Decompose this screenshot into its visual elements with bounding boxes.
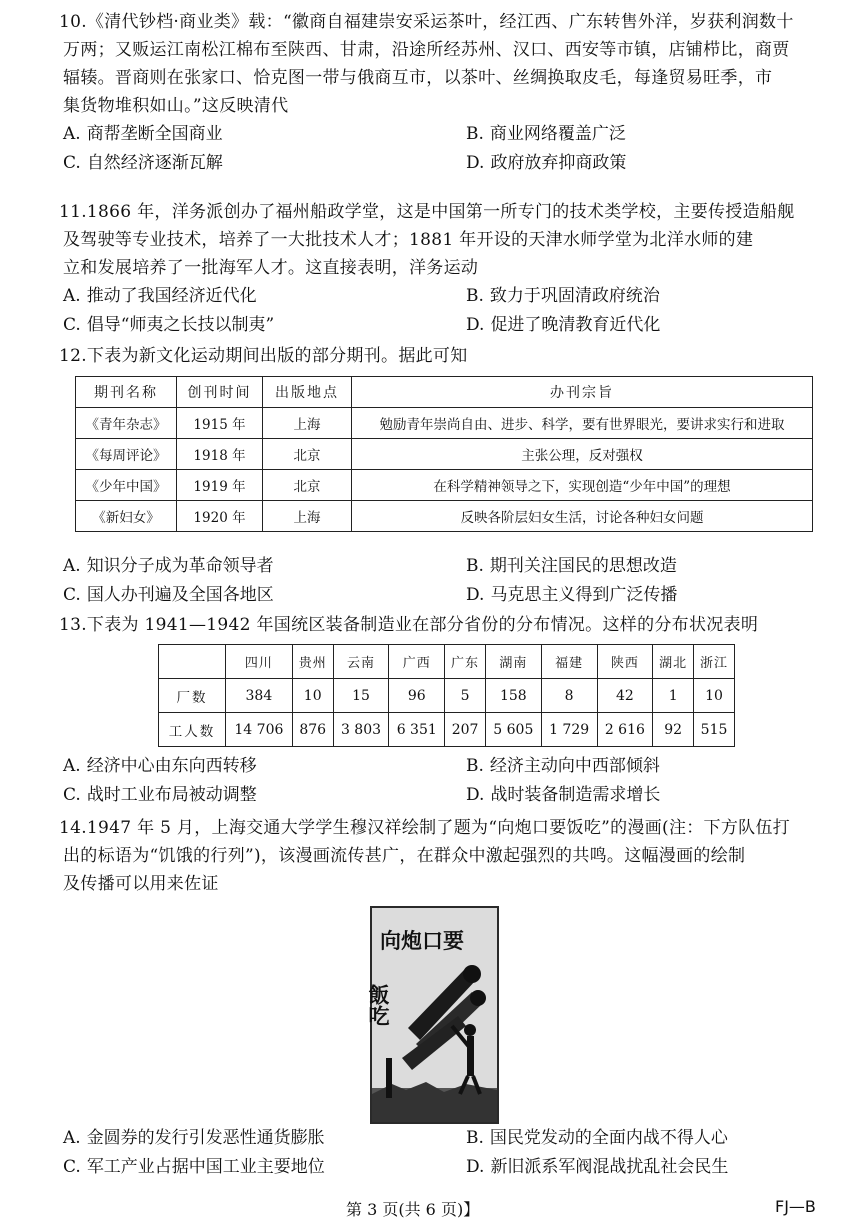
table-cell: 384: [226, 679, 293, 713]
poster-title-line1: 向炮口要: [380, 929, 464, 953]
table-row: [76, 501, 813, 532]
table-cell: 42: [597, 679, 653, 713]
stem-line: 13.下表为 1941—1942 年国统区装备制造业在部分省份的分布情况。这样的分布状况表明: [59, 615, 759, 635]
table-cell: 《青年杂志》: [76, 408, 177, 439]
row-header: 工人数: [159, 713, 226, 747]
table-cell: 1: [653, 679, 694, 713]
exam-code: FJ—B: [775, 1197, 816, 1216]
cartoon-poster-image: [366, 906, 499, 1124]
table-cell: 158: [485, 679, 541, 713]
table-row: [76, 408, 813, 439]
table-cell: 《新妇女》: [76, 501, 177, 532]
option-b[interactable]: B. 商业网络覆盖广泛: [466, 124, 626, 144]
table-corner: [159, 645, 226, 679]
table-cell: 上海: [263, 501, 352, 532]
stem-line: 及驾驶等专业技术，培养了一大批技术人才；1881 年开设的天津水师学堂为北洋水师的建: [63, 230, 754, 250]
stem-line: 万两；又贩运江南松江棉布至陕西、甘肃，沿途所经苏州、汉口、西安等市镇，店铺栉比，商贾: [63, 40, 790, 60]
table-cell: 10: [292, 679, 333, 713]
table-cell: 876: [292, 713, 333, 747]
question-12-options: [63, 552, 823, 610]
table-cell: 92: [653, 713, 694, 747]
question-13-options: [63, 752, 823, 810]
stem-line: 立和发展培养了一批海军人才。这直接表明，洋务运动: [63, 258, 479, 278]
industry-table: [158, 644, 735, 747]
option-a[interactable]: A. 商帮垄断全国商业: [63, 124, 223, 144]
periodicals-table: [75, 376, 813, 532]
table-cell: 6 351: [389, 713, 445, 747]
table-row: [159, 679, 735, 713]
table-cell: 8: [541, 679, 597, 713]
table-cell: 《少年中国》: [76, 470, 177, 501]
table-header: 四川: [226, 645, 293, 679]
table-cell: 1918 年: [177, 439, 263, 470]
table-cell: 北京: [263, 470, 352, 501]
table-cell: 515: [694, 713, 735, 747]
option-c[interactable]: C. 倡导“师夷之长技以制夷”: [63, 315, 275, 335]
question-10-stem: [59, 8, 823, 120]
table-row: [76, 439, 813, 470]
option-b[interactable]: B. 经济主动向中西部倾斜: [466, 756, 660, 776]
option-c[interactable]: C. 自然经济逐渐瓦解: [63, 153, 223, 173]
table-header: 湖北: [653, 645, 694, 679]
table-cell: 2 616: [597, 713, 653, 747]
table-header: 福建: [541, 645, 597, 679]
table-header: 贵州: [292, 645, 333, 679]
option-d[interactable]: D. 新旧派系军阀混战扰乱社会民生: [466, 1157, 729, 1177]
option-a[interactable]: A. 金圆券的发行引发恶性通货膨胀: [63, 1128, 325, 1148]
question-13-options-wrap: [63, 752, 823, 810]
table-header: 陕西: [597, 645, 653, 679]
table-header: 广西: [389, 645, 445, 679]
table-header-row: [76, 377, 813, 408]
table-cell: 《每周评论》: [76, 439, 177, 470]
stem-line: 14.1947 年 5 月，上海交通大学学生穆汉祥绘制了题为“向炮口要饭吃”的漫画(注：下方队伍打: [59, 818, 791, 838]
question-14: [59, 814, 823, 898]
stem-line: 出的标语为“饥饿的行列”)，该漫画流传甚广，在群众中激起强烈的共鸣。这幅漫画的绘制: [63, 846, 746, 866]
table-cell: 北京: [263, 439, 352, 470]
table-header: 云南: [333, 645, 389, 679]
question-12-stem: [59, 342, 823, 370]
table-cell: 在科学精神领导之下，实现创造“少年中国”的理想: [352, 470, 813, 501]
table-cell: 上海: [263, 408, 352, 439]
table-header-row: [159, 645, 735, 679]
question-13-stem: [59, 611, 823, 639]
table-header: 出版地点: [263, 377, 352, 408]
table-cell: 1919 年: [177, 470, 263, 501]
option-d[interactable]: D. 政府放弃抑商政策: [466, 153, 627, 173]
option-a[interactable]: A. 经济中心由东向西转移: [63, 756, 257, 776]
option-a[interactable]: A. 推动了我国经济近代化: [63, 286, 257, 306]
question-14-stem: [59, 814, 823, 898]
table-header: 办刊宗旨: [352, 377, 813, 408]
table-header: 湖南: [485, 645, 541, 679]
question-11-stem: [59, 198, 823, 282]
poster-title-line2: 飯吃: [366, 984, 390, 1026]
stem-line: 集货物堆积如山。”这反映清代: [63, 96, 289, 116]
row-header: 厂数: [159, 679, 226, 713]
table-cell: 1920 年: [177, 501, 263, 532]
question-10: [59, 8, 823, 178]
question-11: [59, 198, 823, 340]
table-row: [76, 470, 813, 501]
table-row: [159, 713, 735, 747]
option-c[interactable]: C. 战时工业布局被动调整: [63, 785, 257, 805]
option-c[interactable]: C. 国人办刊遍及全国各地区: [63, 585, 274, 605]
table-header: 期刊名称: [76, 377, 177, 408]
option-b[interactable]: B. 致力于巩固清政府统治: [466, 286, 660, 306]
option-c[interactable]: C. 军工产业占据中国工业主要地位: [63, 1157, 325, 1177]
question-11-options: [63, 282, 823, 340]
page-number: 第 3 页(共 6 页)】: [346, 1200, 480, 1219]
table-header: 浙江: [694, 645, 735, 679]
stem-line: 及传播可以用来佐证: [63, 874, 219, 894]
option-b[interactable]: B. 国民党发动的全面内战不得人心: [466, 1128, 728, 1148]
question-12: [59, 342, 823, 370]
table-cell: 1915 年: [177, 408, 263, 439]
table-cell: 主张公理，反对强权: [352, 439, 813, 470]
question-14-options-wrap: [63, 1124, 823, 1182]
table-header: 广东: [445, 645, 486, 679]
question-14-options: [63, 1124, 823, 1182]
table-header: 创刊时间: [177, 377, 263, 408]
table-cell: 5: [445, 679, 486, 713]
stem-line: 辐辏。晋商则在张家口、恰克图一带与俄商互市，以茶叶、丝绸换取皮毛，每逢贸易旺季，市: [63, 68, 773, 88]
table-cell: 207: [445, 713, 486, 747]
cartoon-illustration: [366, 908, 497, 1122]
table-cell: 3 803: [333, 713, 389, 747]
option-d[interactable]: D. 战时装备制造需求增长: [466, 785, 661, 805]
table-cell: 1 729: [541, 713, 597, 747]
table-cell: 10: [694, 679, 735, 713]
option-d[interactable]: D. 马克思主义得到广泛传播: [466, 585, 678, 605]
stem-line: 12.下表为新文化运动期间出版的部分期刊。据此可知: [59, 346, 468, 366]
stem-line: 10.《清代钞档·商业类》载：“徽商自福建崇安采运茶叶，经江西、广东转售外洋，岁获利润数十: [59, 12, 794, 32]
table-cell: 5 605: [485, 713, 541, 747]
question-12-options-wrap: [63, 552, 823, 610]
table-cell: 96: [389, 679, 445, 713]
question-13: [59, 611, 823, 639]
table-cell: 14 706: [226, 713, 293, 747]
table-cell: 反映各阶层妇女生活，讨论各种妇女问题: [352, 501, 813, 532]
option-b[interactable]: B. 期刊关注国民的思想改造: [466, 556, 677, 576]
question-10-options: [63, 120, 823, 178]
option-a[interactable]: A. 知识分子成为革命领导者: [63, 556, 274, 576]
table-cell: 15: [333, 679, 389, 713]
table-cell: 勉励青年崇尚自由、进步、科学，要有世界眼光，要讲求实行和进取: [352, 408, 813, 439]
stem-line: 11.1866 年，洋务派创办了福州船政学堂，这是中国第一所专门的技术类学校，主要传授造船舰: [59, 202, 795, 222]
option-d[interactable]: D. 促进了晚清教育近代化: [466, 315, 661, 335]
